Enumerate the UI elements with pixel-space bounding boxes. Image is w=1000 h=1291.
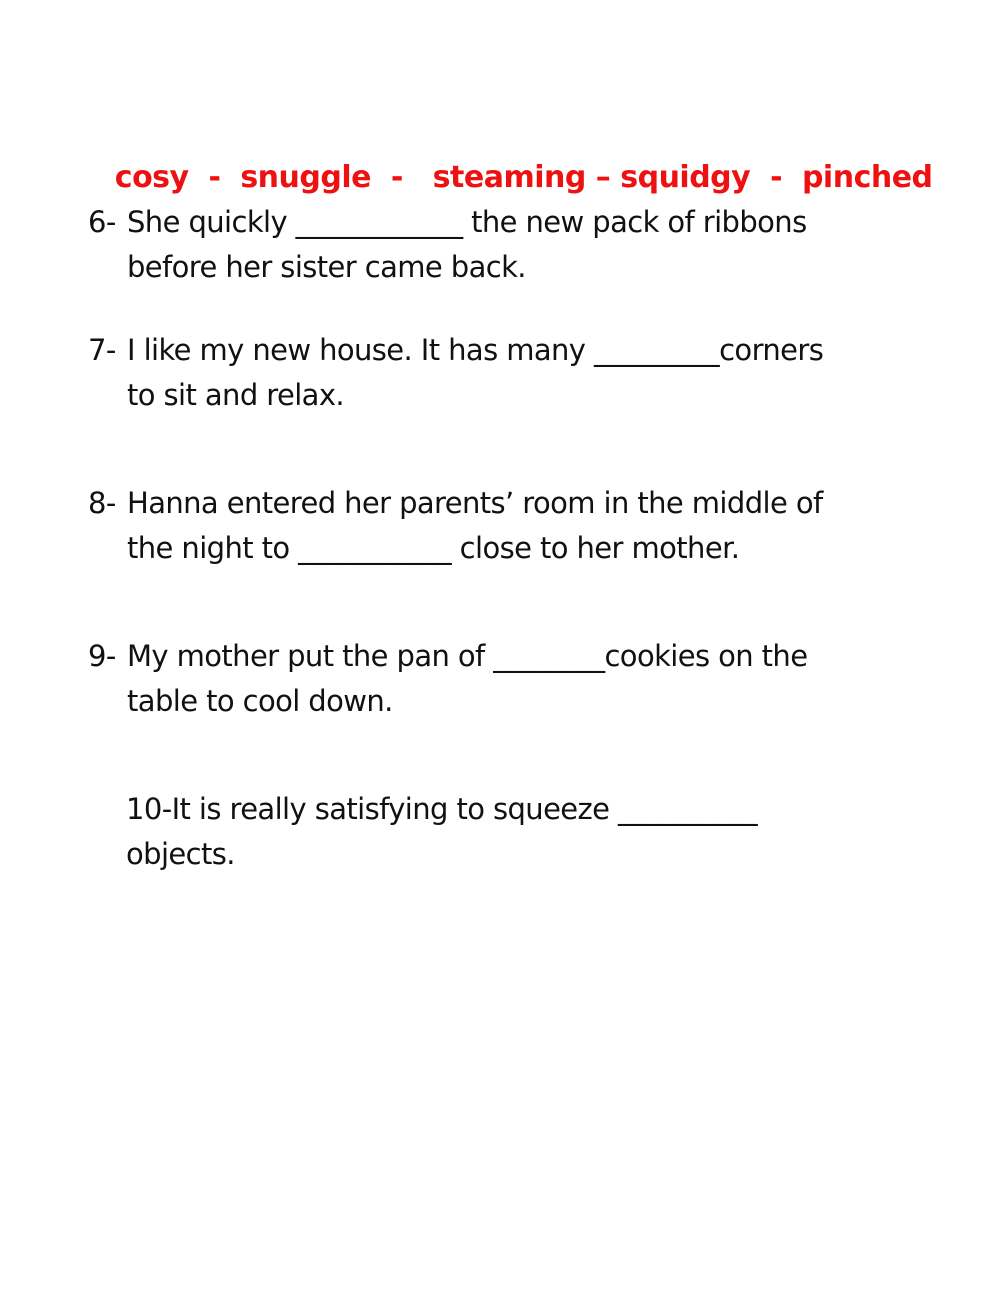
question-8 [88, 481, 823, 571]
question-line [126, 787, 757, 832]
question-number: 6- [88, 205, 116, 239]
word-bank-separator: – [585, 160, 621, 195]
question-line: Hanna entered her parents’ room in the middle of [127, 486, 823, 520]
question-line: My mother put the pan of ________cookies on the [127, 639, 808, 673]
question-line: I like my new house. It has many _________corners [127, 333, 824, 367]
question-10 [126, 787, 757, 877]
question-number: 9- [88, 639, 116, 673]
word-bank-word: squidgy [620, 160, 751, 195]
question-line: objects. [126, 837, 235, 871]
question-line: to sit and relax. [127, 378, 344, 412]
question-line: She quickly ____________ the new pack of ribbons [127, 205, 807, 239]
word-bank-separator: - [750, 160, 802, 195]
word-bank-word: pinched [801, 160, 933, 195]
question-6 [88, 200, 807, 290]
question-7 [88, 328, 823, 418]
question-number: 10- [126, 792, 172, 826]
question-number: 8- [88, 486, 116, 520]
word-bank-word: steaming [432, 160, 586, 195]
question-number: 7- [88, 333, 116, 367]
question-text: It is really satisfying to squeeze __________ [171, 792, 758, 826]
word-bank-word: cosy [114, 160, 189, 195]
word-bank-separator: - [188, 160, 241, 195]
word-bank-separator: - [370, 160, 433, 195]
word-bank-word: snuggle [240, 160, 371, 195]
question-line: before her sister came back. [127, 250, 526, 284]
question-9 [88, 634, 807, 724]
question-line: table to cool down. [127, 684, 393, 718]
question-line: the night to ___________ close to her mother. [127, 531, 740, 565]
